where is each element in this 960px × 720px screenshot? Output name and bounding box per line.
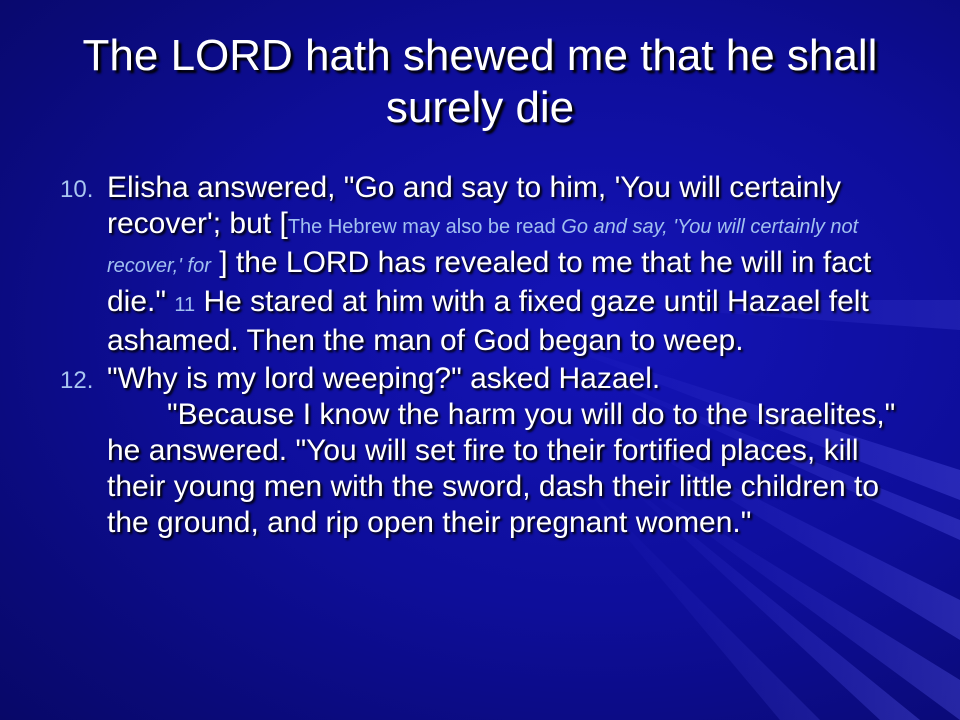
verse-10-text-b: ] the LORD has revealed to me that he will in fact die." — [107, 246, 872, 318]
verse-10-number: 10. — [60, 176, 94, 203]
verse-11-number: 11 — [174, 294, 196, 316]
verse-12-paragraph — [60, 361, 910, 541]
translation-note-text: The Hebrew may also be read — [287, 216, 562, 238]
verse-10-paragraph — [60, 170, 910, 359]
translation-note-italic: Go and say, 'You will certainly not recover,' for — [107, 216, 859, 277]
slide-body — [60, 170, 910, 543]
verse-12-number: 12. — [60, 367, 94, 394]
slide-title: The LORD hath shewed me that he shall surely die — [82, 31, 878, 132]
verse-12-text-b: "Because I know the harm you will do to the Israelites," he answered. "You will set fire to their fortified places, kill their young men with the sword, dash their little children to the ground, and rip open their pregnant women." — [107, 398, 896, 539]
verse-10-text-a: Elisha answered, "Go and say to him, 'You will certainly recover'; but [ — [107, 171, 841, 240]
verse-11-text: He stared at him with a fixed gaze until Hazael felt ashamed. Then the man of God began to weep. — [107, 285, 869, 357]
verse-12-text-a: "Why is my lord weeping?" asked Hazael. — [107, 362, 661, 395]
